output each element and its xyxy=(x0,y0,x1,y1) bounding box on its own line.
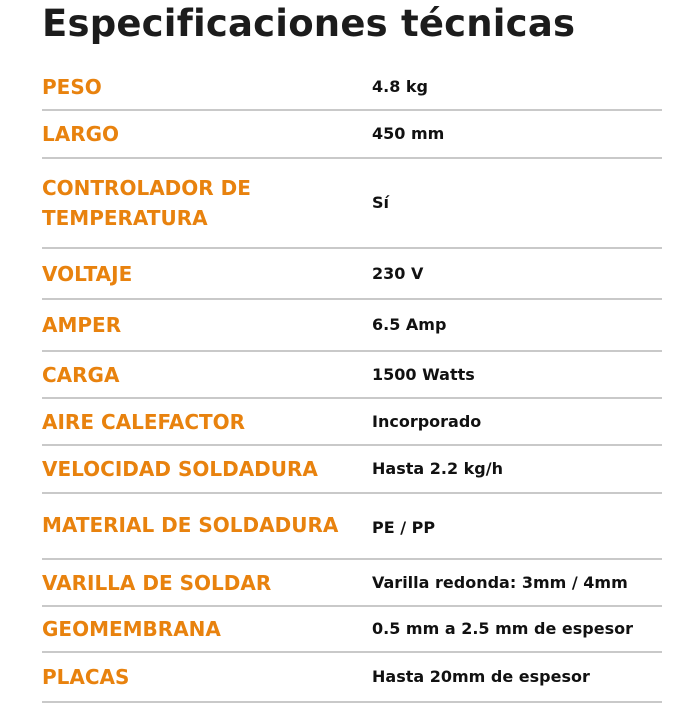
spec-label: PLACAS xyxy=(42,665,130,689)
spec-label: VARILLA DE SOLDAR xyxy=(42,570,272,595)
page-title: Especificaciones técnicas xyxy=(42,2,576,45)
spec-value: 6.5 Amp xyxy=(372,315,447,334)
spec-row-varilla xyxy=(42,560,662,607)
spec-row-largo xyxy=(42,111,662,159)
spec-value: Sí xyxy=(372,193,390,212)
spec-label: CARGA xyxy=(42,362,120,387)
spec-row-material xyxy=(42,494,662,560)
spec-row-carga xyxy=(42,352,662,399)
specs-table xyxy=(42,64,662,703)
spec-label: PESO xyxy=(42,74,102,99)
spec-value: 0.5 mm a 2.5 mm de espesor xyxy=(372,619,633,638)
spec-row-voltaje xyxy=(42,249,662,300)
spec-label: VOLTAJE xyxy=(42,261,133,286)
spec-row-aire xyxy=(42,399,662,446)
spec-label: AMPER xyxy=(42,313,122,337)
spec-value: Hasta 20mm de espesor xyxy=(372,667,590,686)
spec-value: 450 mm xyxy=(372,124,445,143)
spec-value: 1500 Watts xyxy=(372,364,475,384)
spec-value: 230 V xyxy=(372,263,424,283)
spec-value: Hasta 2.2 kg/h xyxy=(372,459,503,478)
spec-row-peso xyxy=(42,64,662,111)
spec-label: VELOCIDAD SOLDADURA xyxy=(42,457,318,481)
spec-label: AIRE CALEFACTOR xyxy=(42,409,246,434)
spec-label: CONTROLADOR DE TEMPERATURA xyxy=(42,176,251,230)
spec-label: GEOMEMBRANA xyxy=(42,617,221,641)
spec-row-placas xyxy=(42,653,662,703)
spec-value: Incorporado xyxy=(372,411,482,431)
spec-row-geomembrana xyxy=(42,607,662,653)
spec-label: MATERIAL DE SOLDADURA xyxy=(42,513,339,537)
spec-row-velocidad xyxy=(42,446,662,494)
spec-label: LARGO xyxy=(42,122,120,146)
spec-row-amper xyxy=(42,300,662,352)
spec-value: Varilla redonda: 3mm / 4mm xyxy=(372,572,628,592)
spec-value: PE / PP xyxy=(372,518,436,537)
spec-row-controlador xyxy=(42,159,662,249)
spec-value: 4.8 kg xyxy=(372,76,429,96)
